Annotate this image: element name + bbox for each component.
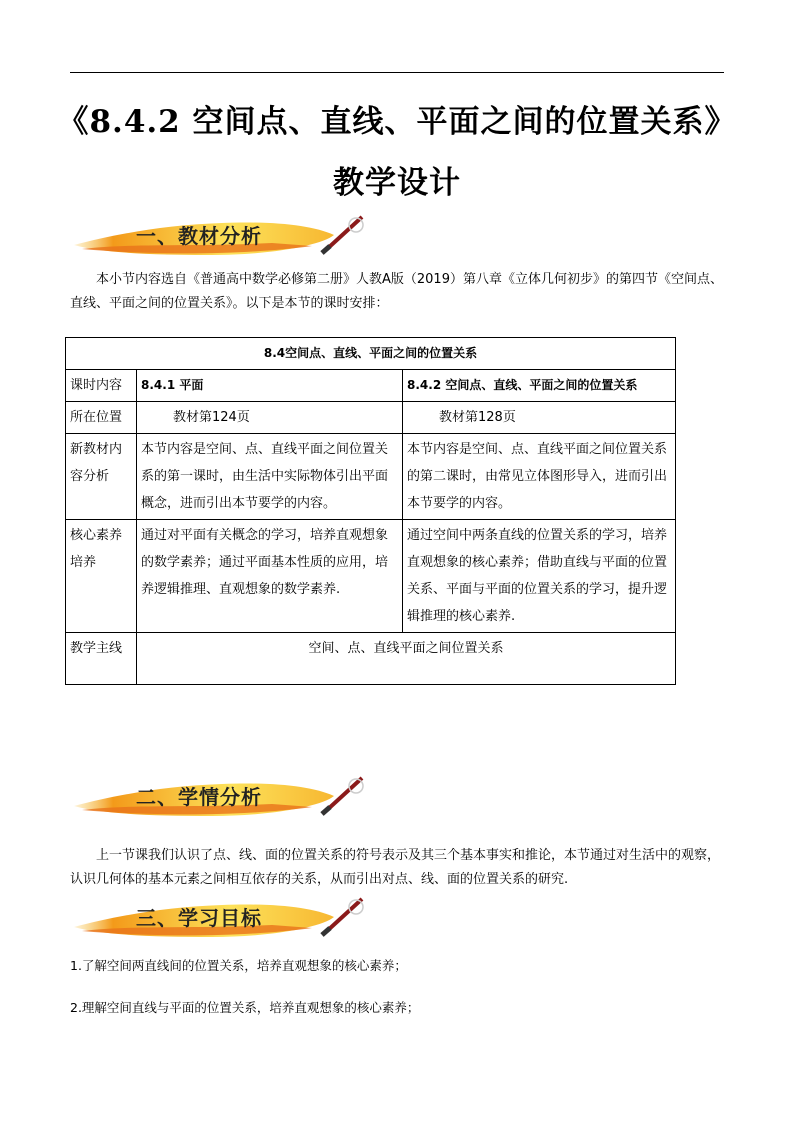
cell: 8.4.2 空间点、直线、平面之间的位置关系: [403, 370, 676, 402]
goal-item: 2.理解空间直线与平面的位置关系，培养直观想象的核心素养；: [70, 1000, 420, 1015]
cell: 本节内容是空间、点、直线平面之间位置关系的第二课时，由常见立体图形导入，进而引出本节要学的内容。: [403, 434, 676, 520]
row-label: 课时内容: [66, 370, 137, 402]
section-heading: 二、学情分析: [136, 785, 262, 809]
section-banner-goals: [72, 895, 377, 943]
cell: 通过对平面有关概念的学习，培养直观想象的数学素养；通过平面基本性质的应用，培养逻辑推理、直观想象的数学素养.: [137, 520, 403, 633]
cell: 教材第124页: [137, 402, 403, 434]
cell: 本节内容是空间、点、直线平面之间位置关系的第一课时，由生活中实际物体引出平面概念，进而引出本节要学的内容。: [137, 434, 403, 520]
header-rule: [70, 72, 724, 73]
table-row: [66, 402, 676, 434]
row-label: 所在位置: [66, 402, 137, 434]
table-row: [66, 633, 676, 685]
cell: 8.4.1 平面: [137, 370, 403, 402]
row-label: 核心素养培养: [66, 520, 137, 633]
table-row: [66, 370, 676, 402]
table-row: [66, 434, 676, 520]
goal-item: 1.了解空间两直线间的位置关系，培养直观想象的核心素养；: [70, 958, 407, 973]
page-title: 《8.4.2 空间点、直线、平面之间的位置关系》: [57, 104, 737, 140]
section-banner-textbook: [72, 213, 377, 261]
table-row: [66, 520, 676, 633]
cell: 教材第128页: [403, 402, 676, 434]
student-analysis-paragraph: 上一节课我们认识了点、线、面的位置关系的符号表示及其三个基本事实和推论，本节通过对生活中的观察，认识几何体的基本元素之间相互依存的关系，从而引出对点、线、面的位置关系的研究.: [70, 848, 721, 887]
page-subtitle: 教学设计: [333, 165, 461, 201]
table-header: 8.4空间点、直线、平面之间的位置关系: [66, 338, 676, 370]
row-label: 新教材内容分析: [66, 434, 137, 520]
intro-paragraph: 本小节内容选自《普通高中数学必修第二册》人教A版（2019）第八章《立体几何初步》的第四节《空间点、直线、平面之间的位置关系》。以下是本节的课时安排：: [70, 272, 723, 311]
cell: 空间、点、直线平面之间位置关系: [137, 633, 676, 685]
lesson-plan-table: [65, 337, 676, 685]
section-heading: 三、学习目标: [136, 906, 262, 930]
row-label: 教学主线: [66, 633, 137, 685]
section-heading: 一、教材分析: [136, 224, 262, 248]
section-banner-student: [72, 774, 377, 822]
cell: 通过空间中两条直线的位置关系的学习，培养直观想象的核心素养；借助直线与平面的位置关系、平面与平面的位置关系的学习，提升逻辑推理的核心素养.: [403, 520, 676, 633]
